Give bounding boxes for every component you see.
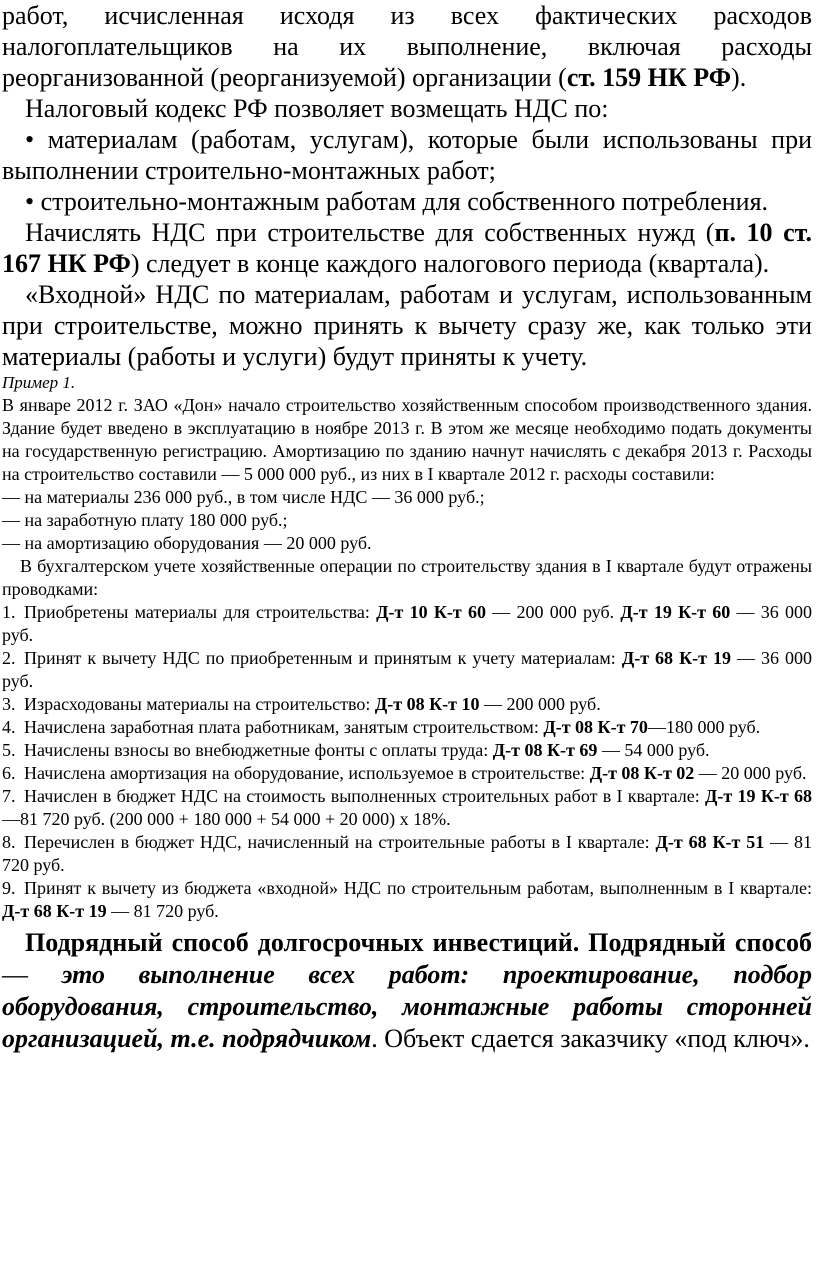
bullet-item-text: • строительно-монтажным работам для собственного потребления. [25,187,769,216]
law-reference: п. 10 ст. 167 НК РФ [2,218,812,278]
bullet-item [2,186,812,217]
paragraph-input-vat [2,279,812,372]
list-item: 7. Начислен в бюджет НДС на стоимость выполненных строительных работ в I квартале: Д-т 19 К-т 68 —81 720 руб. (200 000 + 180 000 + 54 000 + 20 000) х 18%. [2,786,812,829]
example-lead-text: В бухгалтерском учете хозяйственные операции по строительству здания в I квартале будут отражены проводками: [2,556,812,599]
definition-dash: — [2,960,62,989]
paragraph-contract-method [2,927,812,1055]
paragraph-costs-text: работ, исчисленная исходя из всех фактических расходов налогоплательщиков на их выполнение, включая расходы реорганизованной (реорганизуемой) организации ( [2,1,812,92]
list-item: 3. Израсходованы материалы на строительство: Д-т 08 К-т 10 — 200 000 руб. [2,694,601,714]
paragraph-input-vat-text: «Входной» НДС по материалам, работам и услугам, использованным при строительстве, можно принять к вычету сразу же, как только эти материалы (работы и услуги) будут приняты к учету. [2,280,812,371]
list-item: 6. Начислена амортизация на оборудование, используемое в строительстве: Д-т 08 К-т 02 — 20 000 руб. [2,763,807,783]
list-item: 4. Начислена заработная плата работникам, занятым строительством: Д-т 08 К-т 70—180 000 руб. [2,717,761,737]
paragraph-costs [2,0,812,93]
example-intro: В январе 2012 г. ЗАО «Дон» начало строительство хозяйственным способом производственного здания. Здание будет введено в эксплуатацию в ноябре 2013 г. В этом же месяце необходимо подать документы на государственную регистрацию. Амортизацию по зданию начнут начислять с декабря 2013 г. Расходы на строительство составили — 5 000 000 руб., из них в I квартале 2012 г. расходы составили: [2,395,812,484]
paragraph-own-needs-tail: ) следует в конце каждого налогового периода (квартала). [130,249,770,278]
example-title: Пример 1. [2,373,76,392]
list-item: 8. Перечислен в бюджет НДС, начисленный на строительные работы в I квартале: Д-т 68 К-т 51 — 81 720 руб. [2,832,812,875]
list-item: 5. Начислены взносы во внебюджетные фонты с оплаты труда: Д-т 08 К-т 69 — 54 000 руб. [2,740,710,760]
list-item: 2. Принят к вычету НДС по приобретенным и принятым к учету материалам: Д-т 68 К-т 19 — 36 000 руб. [2,648,812,691]
paragraph-tax-code [2,93,812,124]
contract-method-definition: это выполнение всех работ: проектирование, подбор оборудования, строительство, монтажные работы сторонней организацией, т.е. подрядчиком [2,960,812,1053]
entries-list [2,601,812,923]
list-item: 1. Приобретены материалы для строительства: Д-т 10 К-т 60 — 200 000 руб. Д-т 19 К-т 60 — 36 000 руб. [2,602,813,645]
dash-item: — на заработную плату 180 000 руб.; [2,510,288,530]
bullet-item [2,124,812,186]
paragraph-tax-code-text: Налоговый кодекс РФ позволяет возмещать НДС по: [25,94,609,123]
paragraph-own-needs [2,217,812,279]
list-item: 9. Принят к вычету из бюджета «входной» НДС по строительным работам, выполненным в I квартале: Д-т 68 К-т 19 — 81 720 руб. [2,878,812,921]
contract-method-tail: . Объект сдается заказчику «под ключ». [371,1024,810,1053]
paragraph-costs-tail: ). [731,63,747,92]
bullet-item-text: • материалам (работам, услугам), которые были использованы при выполнении строительно-монтажных работ; [2,125,812,185]
contract-method-heading: Подрядный способ долгосрочных инвестиций. Подрядный способ [25,928,812,957]
paragraph-own-needs-text: Начислять НДС при строительстве для собственных нужд ( [25,218,715,247]
law-reference: ст. 159 НК РФ [566,63,732,92]
dash-item: — на материалы 236 000 руб., в том числе НДС — 36 000 руб.; [2,487,485,507]
example-lead [2,555,812,601]
dash-item: — на амортизацию оборудования — 20 000 руб. [2,533,372,553]
